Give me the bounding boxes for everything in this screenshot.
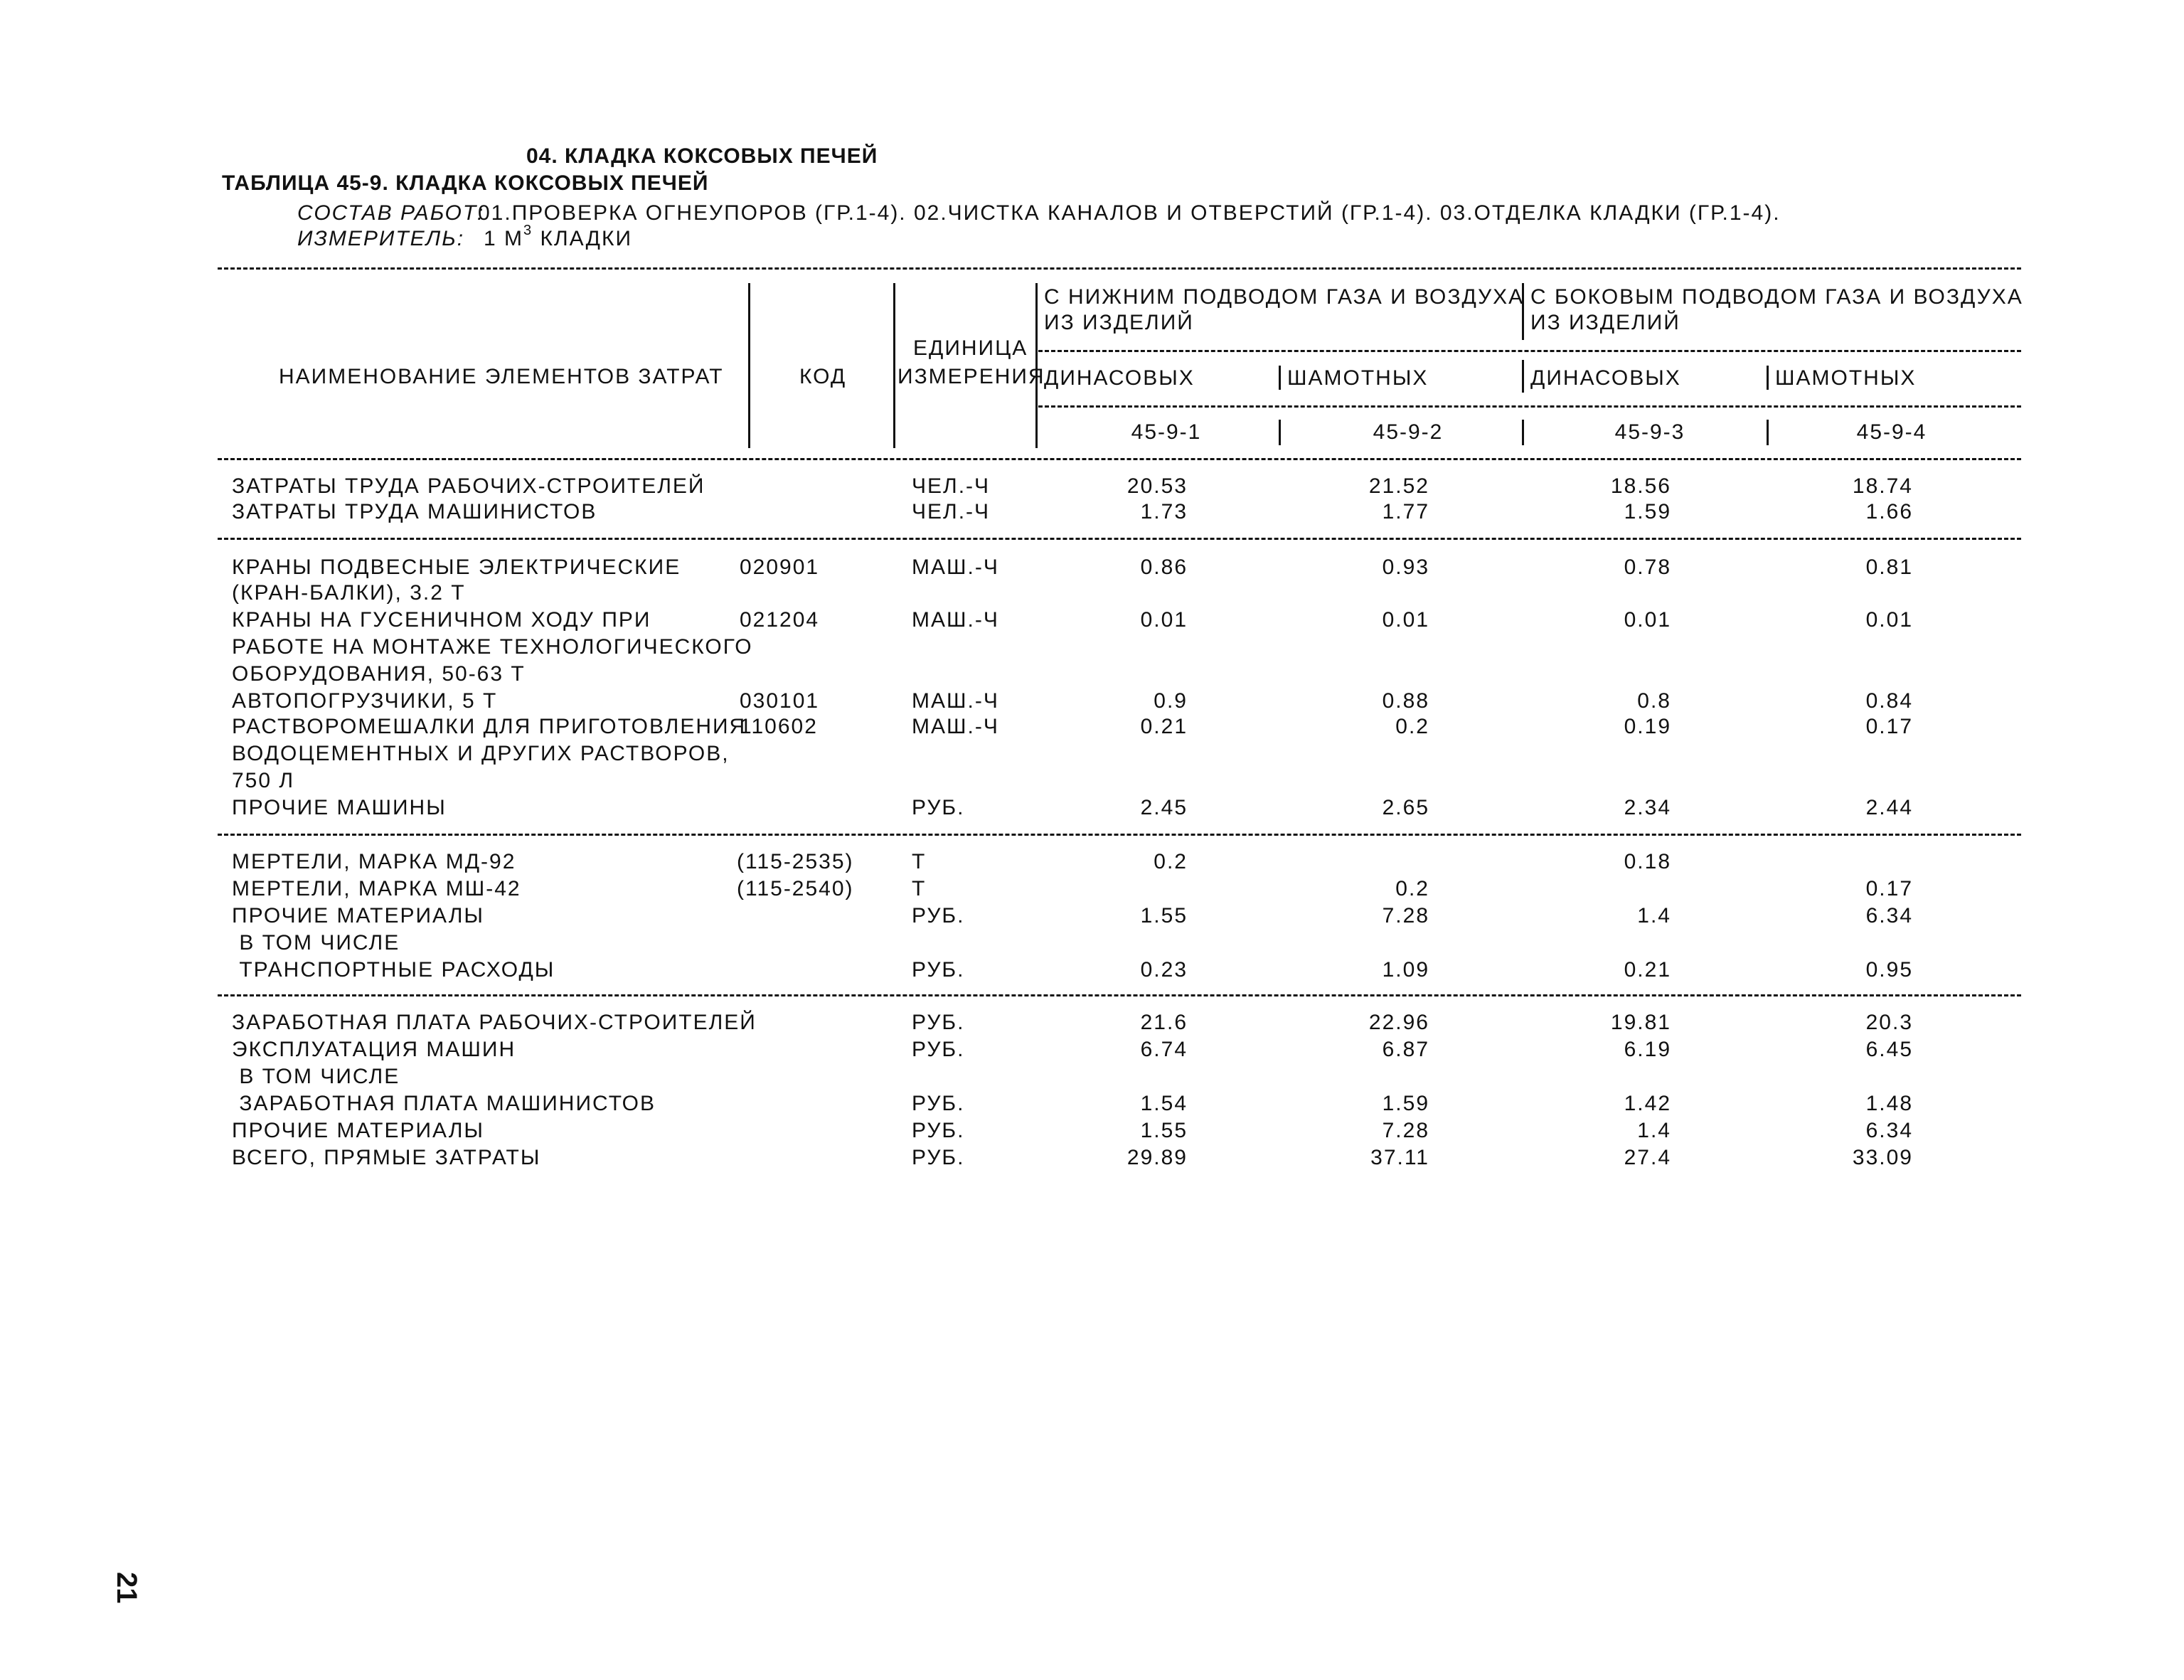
section-rule-1 <box>218 538 2021 540</box>
cell-name: АВТОПОГРУЗЧИКИ, 5 Т <box>232 689 498 713</box>
cell-v3: 0.19 <box>1624 715 1671 738</box>
cell-v2: 0.01 <box>1382 608 1429 632</box>
cell-name: МЕРТЕЛИ, МАРКА МД-92 <box>232 850 516 873</box>
cell-v2: 0.2 <box>1395 715 1429 738</box>
cell-v3: 0.18 <box>1624 850 1671 873</box>
work-label: СОСТАВ РАБОТ: <box>297 201 485 225</box>
cell-v3: 19.81 <box>1610 1011 1671 1034</box>
cell-v2: 0.88 <box>1382 689 1429 713</box>
cell-unit: РУБ. <box>912 1092 965 1115</box>
cell-name: ЗАРАБОТНАЯ ПЛАТА МАШИНИСТОВ <box>232 1092 656 1115</box>
col-sep-1-2 <box>1279 366 1281 390</box>
meter-value-unit: 1 М <box>484 227 524 250</box>
col-sep-3-4 <box>1767 366 1769 390</box>
cell-name: ВОДОЦЕМЕНТНЫХ И ДРУГИХ РАСТВОРОВ, <box>232 742 730 765</box>
cell-unit: МАШ.-Ч <box>912 608 999 632</box>
cell-v3: 1.4 <box>1637 1119 1671 1142</box>
cell-v3: 0.8 <box>1637 689 1671 713</box>
cell-v1: 6.74 <box>1140 1038 1188 1061</box>
col-header-name: НАИМЕНОВАНИЕ ЭЛЕМЕНТОВ ЗАТРАТ <box>279 365 724 388</box>
cell-name: РАСТВОРОМЕШАЛКИ ДЛЯ ПРИГОТОВЛЕНИЯ <box>232 715 747 738</box>
cell-v2: 7.28 <box>1382 1119 1429 1142</box>
section-heading: 04. КЛАДКА КОКСОВЫХ ПЕЧЕЙ <box>526 144 878 168</box>
cell-v3: 6.19 <box>1624 1038 1671 1061</box>
cell-name: ОБОРУДОВАНИЯ, 50-63 Т <box>232 662 526 686</box>
cell-name: 750 Л <box>232 769 295 792</box>
work-description: 01.ПРОВЕРКА ОГНЕУПОРОВ (ГР.1-4). 02.ЧИСТКА КАНАЛОВ И ОТВЕРСТИЙ (ГР.1-4). 03.ОТДЕЛКА КЛАДКИ (ГР.1-4). <box>478 201 1781 225</box>
cell-v2: 1.09 <box>1382 958 1429 982</box>
cell-name: ЗАТРАТЫ ТРУДА РАБОЧИХ-СТРОИТЕЛЕЙ <box>232 474 705 498</box>
cell-v1: 1.54 <box>1140 1092 1188 1115</box>
cell-v4: 0.95 <box>1865 958 1913 982</box>
cell-v2: 2.65 <box>1382 796 1429 819</box>
section-rule-2 <box>218 834 2021 836</box>
col-sub-shamot-1: ШАМОТНЫХ <box>1287 366 1429 390</box>
cell-v3: 0.01 <box>1624 608 1671 632</box>
cell-name: В ТОМ ЧИСЛЕ <box>232 931 400 955</box>
col-sub-shamot-2: ШАМОТНЫХ <box>1775 366 1917 390</box>
col-group1-line1: С НИЖНИМ ПОДВОДОМ ГАЗА И ВОЗДУХА <box>1044 285 1525 309</box>
cell-v4: 0.01 <box>1865 608 1913 632</box>
col-sep-3-4-codes <box>1767 420 1769 445</box>
cell-v4: 6.45 <box>1865 1038 1913 1061</box>
cell-v2: 0.93 <box>1382 555 1429 579</box>
cell-v4: 0.17 <box>1865 715 1913 738</box>
col-sub-dinas-2: ДИНАСОВЫХ <box>1530 366 1681 390</box>
cell-v4: 2.44 <box>1865 796 1913 819</box>
col-header-unit-2: ИЗМЕРЕНИЯ <box>897 365 1045 388</box>
cell-name: ТРАНСПОРТНЫЕ РАСХОДЫ <box>232 958 555 982</box>
cell-unit: РУБ. <box>912 904 965 927</box>
cell-unit: ЧЕЛ.-Ч <box>912 474 991 498</box>
cell-unit: ЧЕЛ.-Ч <box>912 500 991 523</box>
cell-v4: 0.81 <box>1865 555 1913 579</box>
table-title: ТАБЛИЦА 45-9. КЛАДКА КОКСОВЫХ ПЕЧЕЙ <box>222 171 709 195</box>
cell-v3: 1.59 <box>1624 500 1671 523</box>
cell-v1: 29.89 <box>1126 1146 1188 1169</box>
col-sep-1-2-codes <box>1279 420 1281 445</box>
cell-v2: 0.2 <box>1395 877 1429 900</box>
cell-unit: МАШ.-Ч <box>912 715 999 738</box>
cell-unit: РУБ. <box>912 958 965 982</box>
cell-unit: РУБ. <box>912 1038 965 1061</box>
page-number: 21 <box>111 1572 142 1604</box>
table-top-rule <box>218 267 2021 270</box>
cell-v2: 21.52 <box>1368 474 1429 498</box>
cell-v2: 37.11 <box>1370 1146 1429 1169</box>
col-code-2: 45-9-2 <box>1373 420 1444 444</box>
cell-name: ЗАТРАТЫ ТРУДА МАШИНИСТОВ <box>232 500 597 523</box>
cell-v4: 6.34 <box>1865 904 1913 927</box>
cell-v1: 0.21 <box>1140 715 1188 738</box>
header-sub-rule <box>1038 405 2021 408</box>
cell-unit: МАШ.-Ч <box>912 555 999 579</box>
cell-name: (КРАН-БАЛКИ), 3.2 Т <box>232 581 466 605</box>
cell-v2: 1.77 <box>1382 500 1429 523</box>
cell-name: ПРОЧИЕ МАТЕРИАЛЫ <box>232 1119 484 1142</box>
cell-v2: 22.96 <box>1368 1011 1429 1034</box>
cell-v2: 1.59 <box>1382 1092 1429 1115</box>
col-sep-groups-sub <box>1522 360 1524 393</box>
cell-v1: 1.55 <box>1140 1119 1188 1142</box>
cell-v3: 2.34 <box>1624 796 1671 819</box>
header-bottom-rule <box>218 458 2021 460</box>
cell-name: В ТОМ ЧИСЛЕ <box>232 1065 400 1088</box>
cell-v4: 6.34 <box>1865 1119 1913 1142</box>
col-header-code: КОД <box>799 365 847 388</box>
col-code-4: 45-9-4 <box>1856 420 1927 444</box>
cell-v1: 1.73 <box>1140 500 1188 523</box>
cell-unit: РУБ. <box>912 1119 965 1142</box>
cell-name: МЕРТЕЛИ, МАРКА МШ-42 <box>232 877 521 900</box>
cell-code: (115-2535) <box>737 850 854 873</box>
cell-unit: Т <box>912 877 927 900</box>
cell-v2: 6.87 <box>1382 1038 1429 1061</box>
meter-label: ИЗМЕРИТЕЛЬ: <box>297 227 465 250</box>
cell-v4: 0.17 <box>1865 877 1913 900</box>
cell-v1: 21.6 <box>1140 1011 1188 1034</box>
cell-v1: 0.01 <box>1140 608 1188 632</box>
cell-v4: 18.74 <box>1852 474 1913 498</box>
col-group2-line1: С БОКОВЫМ ПОДВОДОМ ГАЗА И ВОЗДУХА <box>1530 285 2023 309</box>
cell-name: ПРОЧИЕ МАТЕРИАЛЫ <box>232 904 484 927</box>
cell-v3: 27.4 <box>1624 1146 1671 1169</box>
col-group2-line2: ИЗ ИЗДЕЛИЙ <box>1530 311 1680 334</box>
cell-v1: 0.2 <box>1154 850 1188 873</box>
cell-name: ЭКСПЛУАТАЦИЯ МАШИН <box>232 1038 516 1061</box>
cell-name: ВСЕГО, ПРЯМЫЕ ЗАТРАТЫ <box>232 1146 541 1169</box>
col-sep-code-unit <box>893 283 895 448</box>
cell-v4: 0.84 <box>1865 689 1913 713</box>
cell-v3: 0.21 <box>1624 958 1671 982</box>
col-code-1: 45-9-1 <box>1131 420 1202 444</box>
meter-value-superscript: 3 <box>523 223 533 238</box>
cell-v3: 0.78 <box>1624 555 1671 579</box>
cell-code: 030101 <box>740 689 820 713</box>
cell-v4: 33.09 <box>1852 1146 1913 1169</box>
cell-v1: 0.86 <box>1140 555 1188 579</box>
cell-name: ЗАРАБОТНАЯ ПЛАТА РАБОЧИХ-СТРОИТЕЛЕЙ <box>232 1011 757 1034</box>
cell-v1: 0.9 <box>1154 689 1188 713</box>
cell-v1: 0.23 <box>1140 958 1188 982</box>
cell-v3: 18.56 <box>1610 474 1671 498</box>
cell-code: 021204 <box>740 608 820 632</box>
cell-v1: 1.55 <box>1140 904 1188 927</box>
cell-code: 020901 <box>740 555 820 579</box>
cell-unit: МАШ.-Ч <box>912 689 999 713</box>
cell-name: РАБОТЕ НА МОНТАЖЕ ТЕХНОЛОГИЧЕСКОГО <box>232 635 753 659</box>
cell-v4: 1.66 <box>1865 500 1913 523</box>
cell-code: (115-2540) <box>737 877 854 900</box>
col-sep-groups-codes <box>1522 420 1524 445</box>
cell-v3: 1.4 <box>1637 904 1671 927</box>
cell-v2: 7.28 <box>1382 904 1429 927</box>
cell-code: 110602 <box>740 715 818 738</box>
col-group1-line2: ИЗ ИЗДЕЛИЙ <box>1044 311 1194 334</box>
section-rule-3 <box>218 994 2021 996</box>
cell-v3: 1.42 <box>1624 1092 1671 1115</box>
col-code-3: 45-9-3 <box>1614 420 1685 444</box>
meter-value-object: КЛАДКИ <box>533 227 632 250</box>
cell-unit: РУБ. <box>912 1011 965 1034</box>
cell-name: ПРОЧИЕ МАШИНЫ <box>232 796 447 819</box>
cell-name: КРАНЫ НА ГУСЕНИЧНОМ ХОДУ ПРИ <box>232 608 651 632</box>
col-sep-name-code <box>748 283 750 448</box>
cell-v4: 20.3 <box>1865 1011 1913 1034</box>
col-sub-dinas-1: ДИНАСОВЫХ <box>1044 366 1195 390</box>
cell-unit: РУБ. <box>912 1146 965 1169</box>
cell-unit: Т <box>912 850 927 873</box>
col-header-unit-1: ЕДИНИЦА <box>913 336 1028 360</box>
cell-v1: 20.53 <box>1126 474 1188 498</box>
cell-v1: 2.45 <box>1140 796 1188 819</box>
cell-v4: 1.48 <box>1865 1092 1913 1115</box>
header-group-rule <box>1038 350 2021 352</box>
cell-unit: РУБ. <box>912 796 965 819</box>
cell-name: КРАНЫ ПОДВЕСНЫЕ ЭЛЕКТРИЧЕСКИЕ <box>232 555 681 579</box>
meter-value <box>484 223 632 252</box>
